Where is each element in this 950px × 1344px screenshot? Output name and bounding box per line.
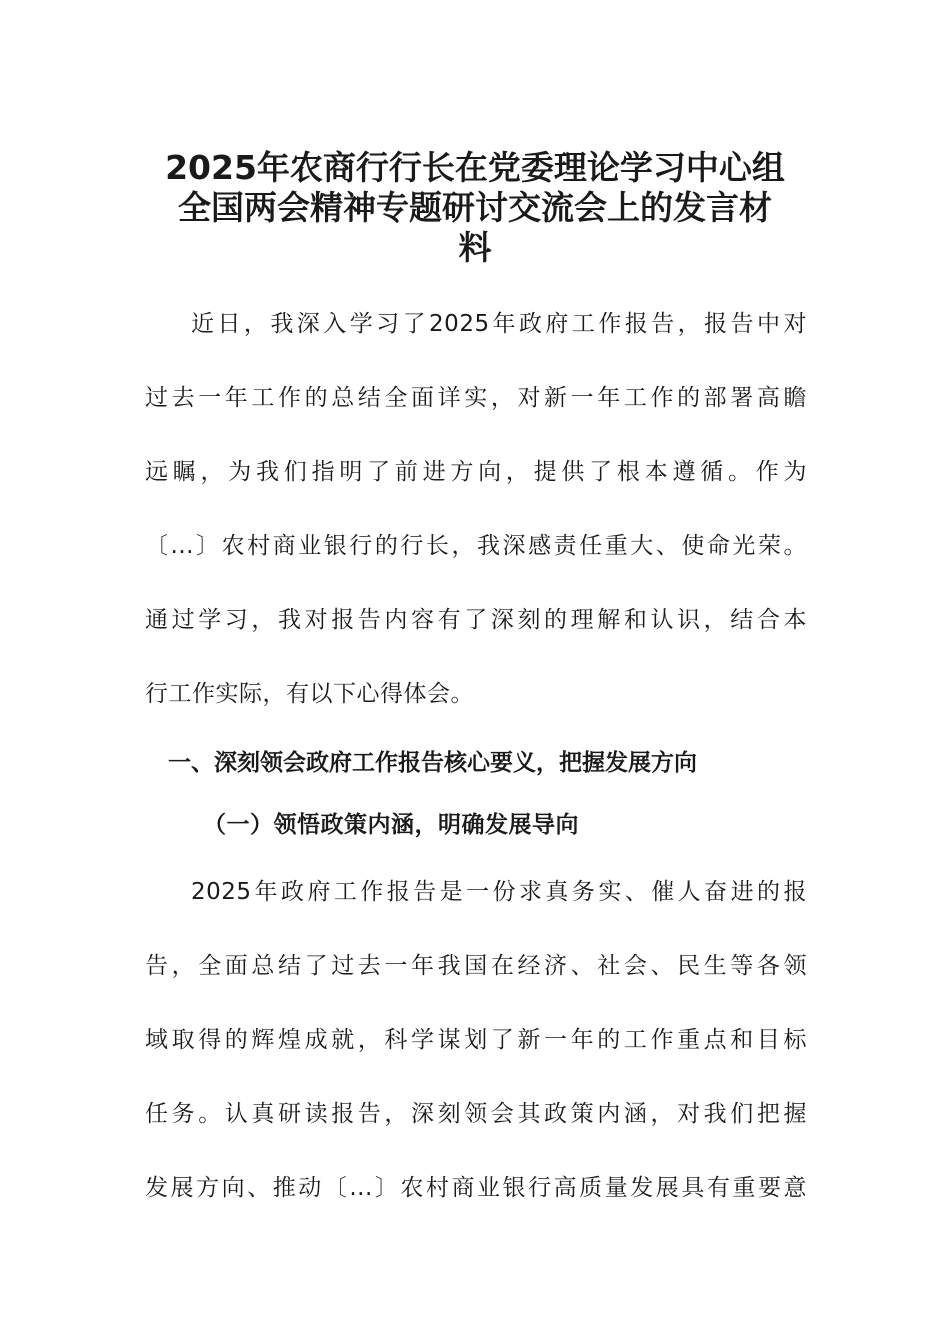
title-line: 2025年农商行行长在党委理论学习中心组 (165, 148, 785, 187)
paragraph-line: 告，全面总结了过去一年我国在经济、社会、民生等各领 (145, 953, 807, 979)
paragraph-line: 过去一年工作的总结全面详实，对新一年工作的部署高瞻 (145, 385, 807, 411)
paragraph-line: 2025年政府工作报告是一份求真务实、催人奋进的报 (191, 879, 807, 905)
title-line: 全国两会精神专题研讨交流会上的发言材 (178, 188, 772, 227)
subsection-heading: （一）领悟政策内涵，明确发展导向 (203, 812, 579, 838)
section-heading: 一、深刻领会政府工作报告核心要义，把握发展方向 (168, 750, 697, 776)
paragraph-intro (145, 310, 807, 754)
paragraph-section-body (145, 878, 807, 1248)
paragraph-line: 通过学习，我对报告内容有了深刻的理解和认识，结合本 (145, 607, 807, 633)
document-title (140, 148, 810, 268)
paragraph-line: 域取得的辉煌成就，科学谋划了新一年的工作重点和目标 (145, 1027, 807, 1053)
paragraph-line: 近日，我深入学习了2025年政府工作报告，报告中对 (191, 311, 807, 337)
paragraph-line: 发展方向、推动〔...〕农村商业银行高质量发展具有重要意 (145, 1175, 807, 1201)
paragraph-line: 行工作实际，有以下心得体会。 (145, 681, 474, 707)
paragraph-line: 远瞩，为我们指明了前进方向，提供了根本遵循。作为 (145, 459, 807, 485)
paragraph-line: 〔...〕农村商业银行的行长，我深感责任重大、使命光荣。 (145, 533, 807, 559)
title-line: 料 (458, 228, 492, 267)
paragraph-line: 任务。认真研读报告，深刻领会其政策内涵，对我们把握 (145, 1101, 807, 1127)
